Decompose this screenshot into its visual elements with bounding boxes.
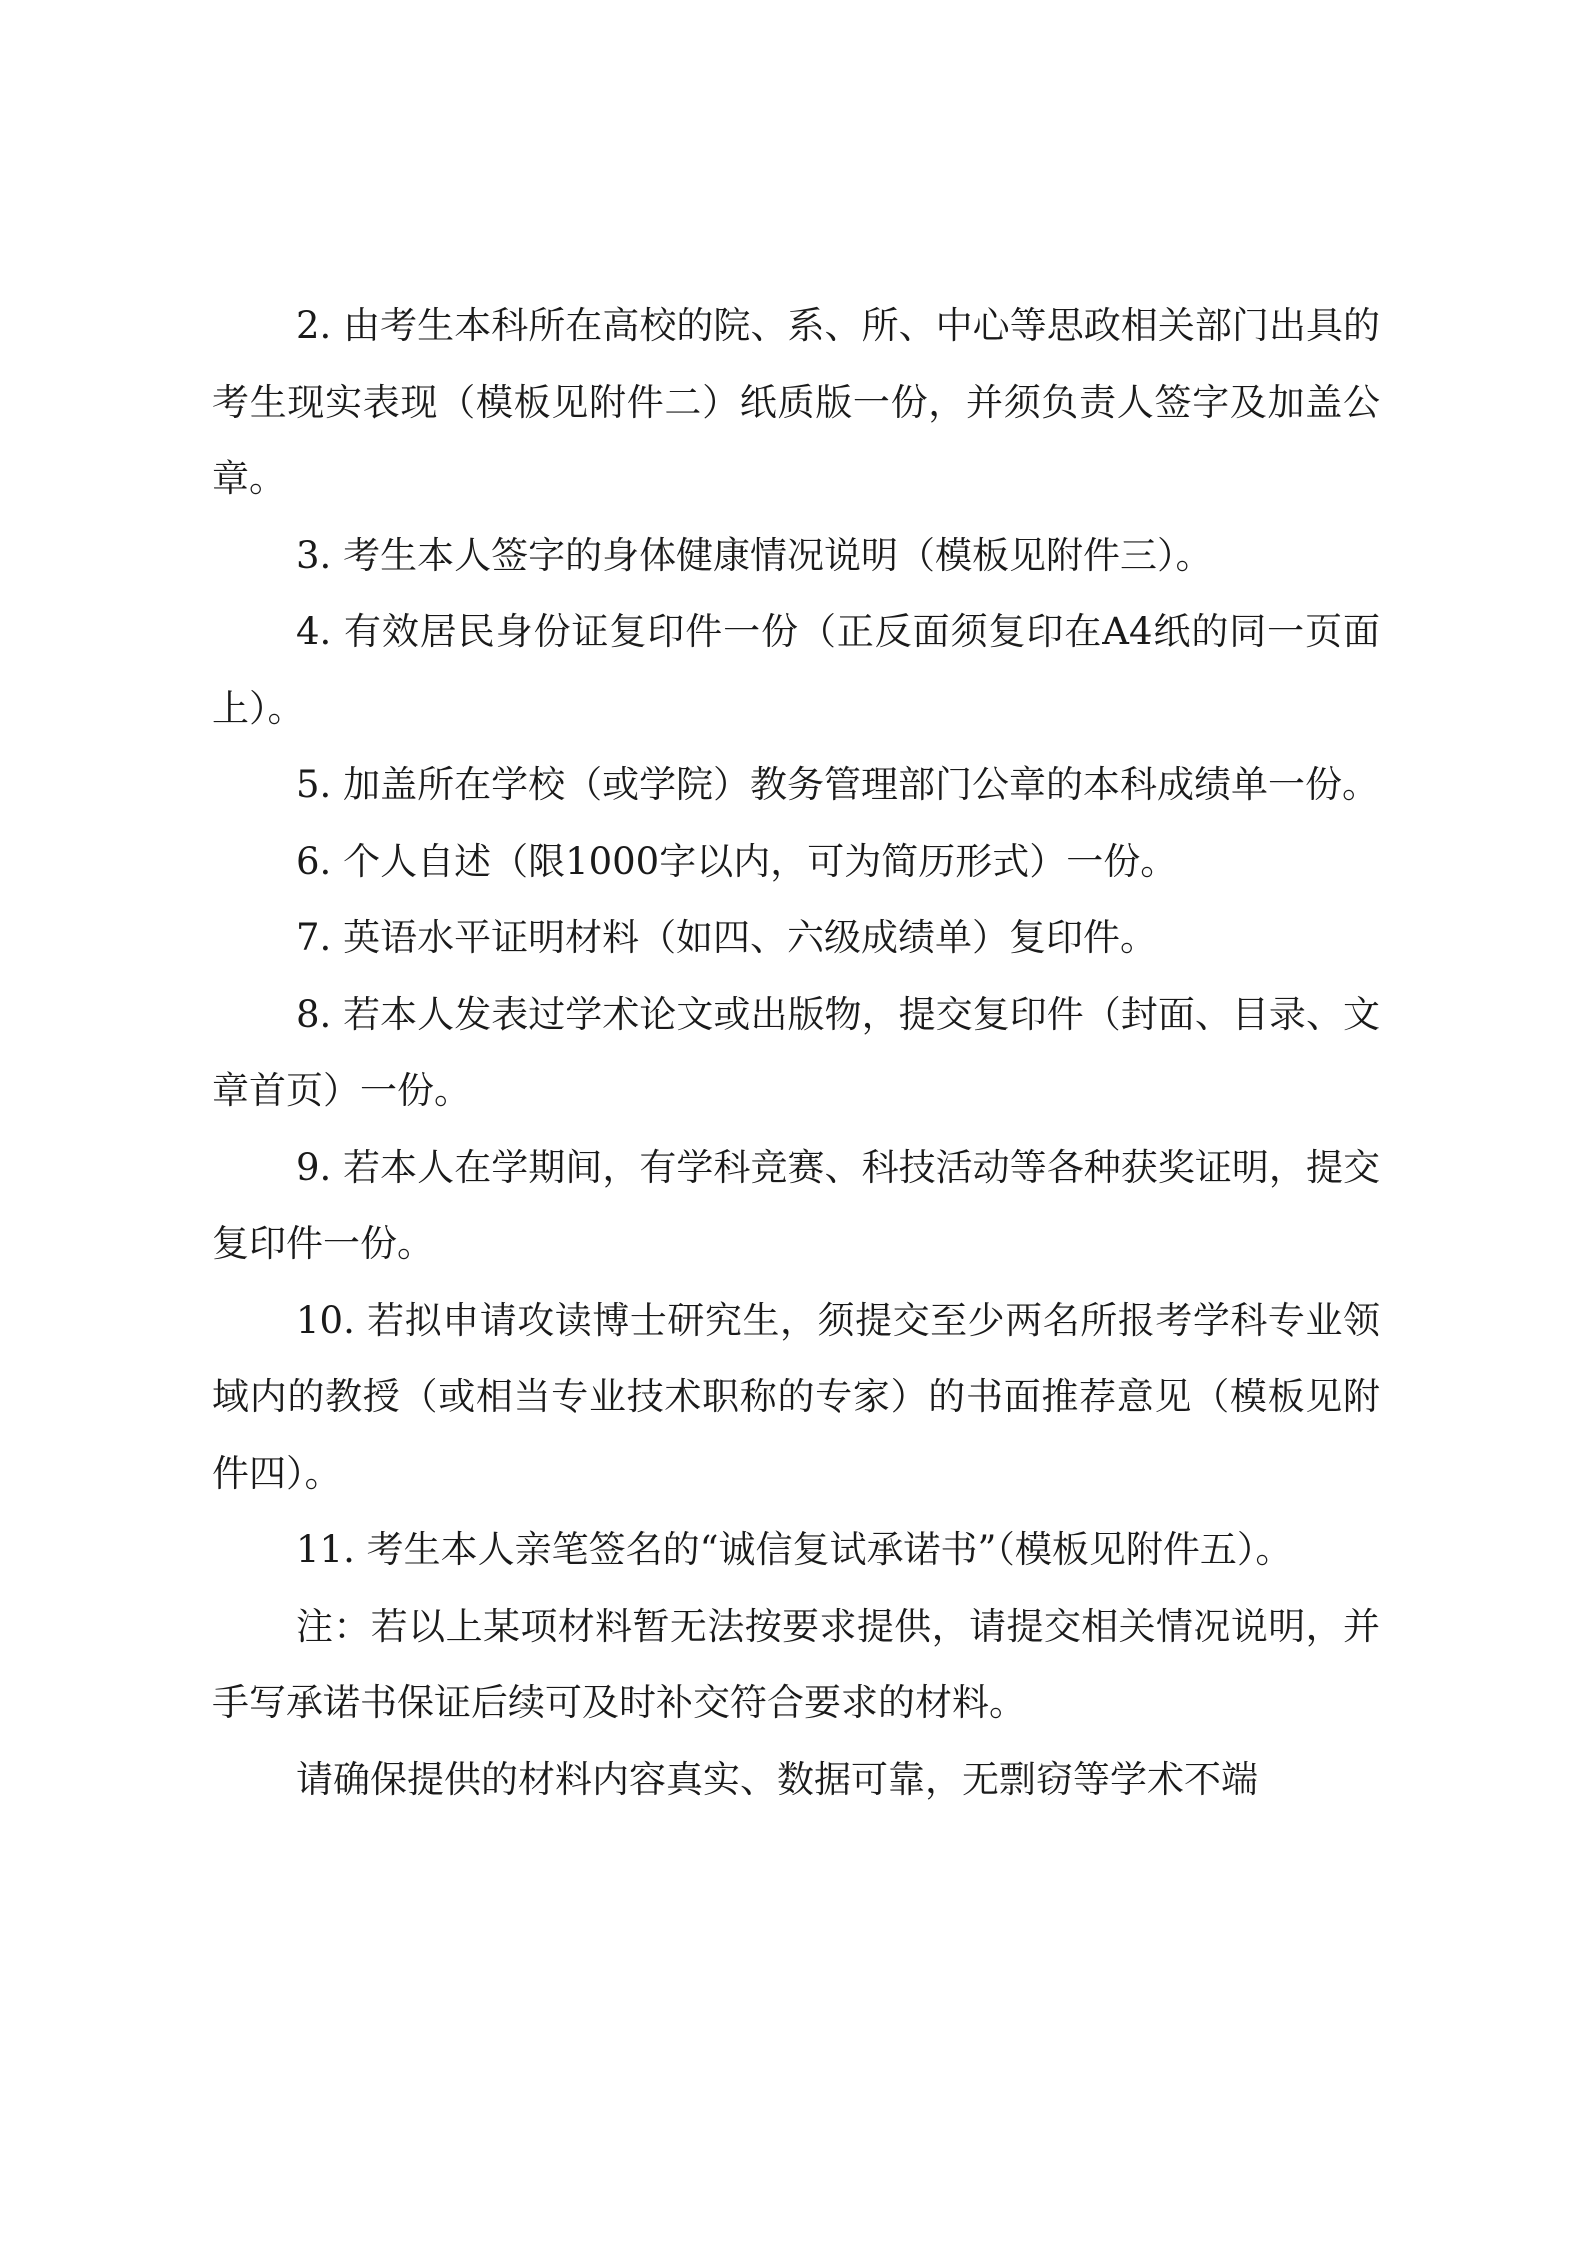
item-6-paragraph: 6. 个人自述（限1000字以内，可为简历形式）一份。: [296, 839, 1178, 883]
item-5-paragraph: 5. 加盖所在学校（或学院）教务管理部门公章的本科成绩单一份。: [296, 763, 1380, 806]
closing-paragraph: 请确保提供的材料内容真实、数据可靠，无剽窃等学术不端: [296, 1757, 1258, 1801]
item-10-paragraph: 10. 若拟申请攻读博士研究生，须提交至少两名所报考学科专业领域内的教授（或相当专业技术职称的专家）的书面推荐意见（模板见附件四）。: [212, 1298, 1380, 1495]
item-4-paragraph: 4. 有效居民身份证复印件一份（正反面须复印在A4纸的同一页面上）。: [212, 610, 1380, 730]
item-3-paragraph: 3. 考生本人签字的身体健康情况说明（模板见附件三）。: [296, 533, 1213, 577]
item-7-paragraph: 7. 英语水平证明材料（如四、六级成绩单）复印件。: [296, 916, 1158, 959]
item-11-paragraph: 11. 考生本人亲笔签名的“诚信复试承诺书”（模板见附件五）。: [296, 1528, 1293, 1571]
document-body: [212, 288, 1380, 1818]
item-9-paragraph: 9. 若本人在学期间，有学科竞赛、科技活动等各种获奖证明，提交复印件一份。: [212, 1145, 1380, 1265]
note-paragraph: 注：若以上某项材料暂无法按要求提供，请提交相关情况说明，并手写承诺书保证后续可及时补交符合要求的材料。: [212, 1604, 1380, 1724]
item-8-paragraph: 8. 若本人发表过学术论文或出版物，提交复印件（封面、目录、文章首页）一份。: [212, 992, 1380, 1112]
item-2-paragraph: 2. 由考生本科所在高校的院、系、所、中心等思政相关部门出具的考生现实表现（模板见附件二）纸质版一份，并须负责人签字及加盖公章。: [212, 304, 1380, 500]
